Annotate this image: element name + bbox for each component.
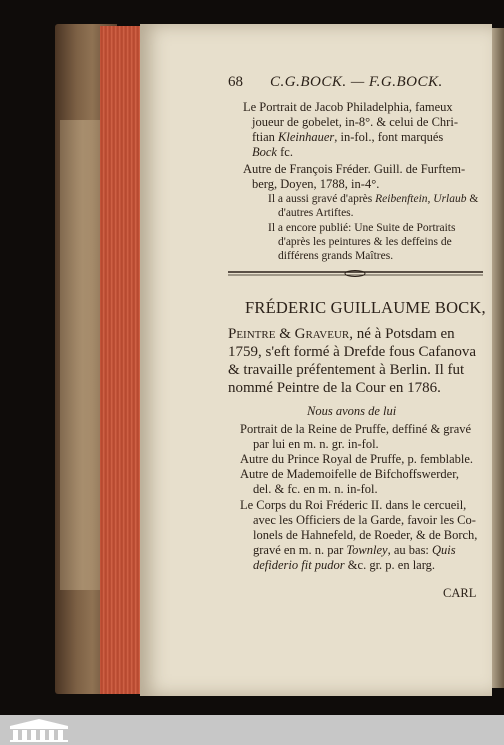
cover-highlight [60, 120, 105, 590]
work-line: gravé en m. n. par Townley, au bas: Quis [253, 543, 456, 557]
page-number: 68 [228, 74, 243, 90]
entry-line: Bock fc. [252, 145, 293, 159]
bio-line: 1759, s'eft formé à Drefde fous Cafanova [228, 344, 477, 360]
entry-line: ftian Kleinhauer, in-fol., font marqués [252, 130, 444, 144]
footer-bar [0, 715, 504, 745]
work-line: Portrait de la Reine de Pruffe, deffiné & gravé [240, 422, 472, 436]
ornamental-rule [228, 270, 483, 277]
entry-line: Autre de François Fréder. Guill. de Furftem- [243, 162, 466, 176]
work-line: del. & fc. en m. n. in-fol. [253, 482, 378, 496]
note-line: d'autres Artiftes. [278, 207, 354, 219]
work-line: Le Corps du Roi Fréderic II. dans le cercueil, [240, 498, 467, 512]
entry-line: Le Portrait de Jacob Philadelphia, fameux [243, 100, 453, 114]
section-title: FRÉDERIC GUILLAUME BOCK, [245, 298, 486, 317]
work-line: avec les Officiers de la Garde, favoir les Co- [253, 513, 476, 527]
bio-line: nommé Peintre de la Cour en 1786. [228, 380, 441, 396]
work-line: lonels de Hahnefeld, de Roeder, & de Borch, [253, 528, 478, 542]
library-logo-icon [6, 717, 72, 743]
note-line: différens grands Maîtres. [278, 250, 394, 262]
entry-line: berg, Doyen, 1788, in-4°. [252, 177, 380, 191]
work-line: defiderio fit pudor &c. gr. p. en larg. [253, 558, 436, 572]
work-line: par lui en m. n. gr. in-fol. [253, 437, 379, 451]
note-line: Il a encore publié: Une Suite de Portraits [268, 222, 456, 234]
subheading: Nous avons de lui [307, 404, 397, 418]
red-page-edges [100, 26, 142, 694]
catchword: CARL [443, 586, 477, 600]
bio-line: Peintre & Graveur, né à Potsdam en [228, 326, 455, 342]
work-line: Autre du Prince Royal de Pruffe, p. femblable. [240, 452, 474, 466]
running-title: C.G.BOCK. — F.G.BOCK. [270, 74, 443, 90]
note-line: Il a aussi gravé d'après Reibenftein, Urlaub & [268, 193, 479, 205]
note-line: d'après les peintures & les deffeins de [278, 236, 452, 248]
work-line: Autre de Mademoifelle de Bifchoffswerder, [240, 467, 459, 481]
bio-line: & travaille préfentement à Berlin. Il fut [228, 362, 465, 378]
entry-line: joueur de gobelet, in-8°. & celui de Chri- [252, 115, 458, 129]
